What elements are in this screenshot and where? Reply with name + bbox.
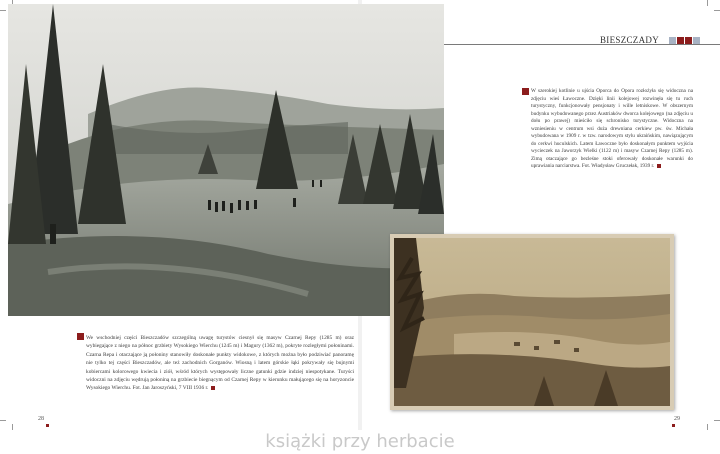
header-square: [693, 37, 700, 44]
caption-marker: [77, 333, 84, 340]
header-square: [677, 37, 684, 44]
footer-dot: [672, 424, 675, 427]
crop-mark: [0, 10, 6, 11]
header-square: [685, 37, 692, 44]
page-number-left: 28: [38, 416, 44, 422]
caption-right: [531, 88, 693, 171]
section-title: BIESZCZADY: [600, 35, 659, 45]
header-rule: [444, 44, 720, 45]
caption-left: [86, 334, 354, 393]
caption-marker: [522, 88, 529, 95]
header-square: [669, 37, 676, 44]
watermark: książki przy herbacie: [265, 431, 455, 452]
page-number-right: 29: [674, 416, 680, 422]
crop-mark: [0, 420, 6, 421]
caption-right-text: W szerokiej kotlinie u ujścia Oporca do Opora rozłożyła się widoczna na zdjęciu wieś Ławoczne. Dzięki linii kolejowej rozwinęła się tu ruch turystyczny, funkcjonowały pensjonaty i wille letniskowe. W obszernym budynku wybudowanego przez Austriaków dworca kolejowego (na zdjęciu u dołu po prawej) mieściło się schronisko turystyczne. Widoczna na wzniesieniu w centrum wsi duża drewniana cerkiew pw. św. Michała wybudowana w 1909 r. w tzw. narodowym stylu ukraińskim, nawiązującym do cerkwi huculskich. Latem Ławoczne było doskonałym punktem wyjścia wycieczek na Jaworzyk Wielki (1122 m) i masyw Czarnej Repy (1285 m). Zimą otaczające go bezleśne stoki oferowały doskonałe warunki do uprawiania narciarstwa. Fot. Władysław Gruczełak, 1939 r.: [531, 88, 693, 169]
footer-dot: [46, 424, 49, 427]
caption-end-mark: [657, 164, 661, 168]
lawoczne-postcard: [390, 234, 674, 410]
caption-left-text: We wschodniej części Bieszczadów szczególną uwagę turystów ciesnył się masyw Czarnej Repy (1285 m) oraz wybiegające z niego na północ grzbiety Wysokiego Wierchu (1245 m) i Magury (1362 m), pokryte rozległymi połoninami. Czarna Repa i otaczające ją połoniny stanowiły doskonałe punkty widokowe, z których można było podziwiać panoramę nie tylko tej części Bieszczadów, ale też zachodnich Gorganów. Wiosną i latem górskie łąki pokrywały się bujnymi kobiercami kolorowego kwiecia i ziół, wśród których występowały liczne gatunki gdzie indziej niespotykane. Turyści widoczni na zdjęciu wędrują połoniną na grzbiecie biegnącym od Czarnej Repy w kierunku małującego się na horyzoncie Wysokiego Wierchu. Fot. Jan Jaroszyński, 7 VIII 1936 r.: [86, 335, 354, 392]
crop-mark: [714, 420, 720, 421]
caption-end-mark: [211, 386, 215, 390]
crop-mark: [714, 10, 720, 11]
mountain-meadow-photo: [8, 4, 444, 316]
crop-mark: [707, 0, 708, 6]
